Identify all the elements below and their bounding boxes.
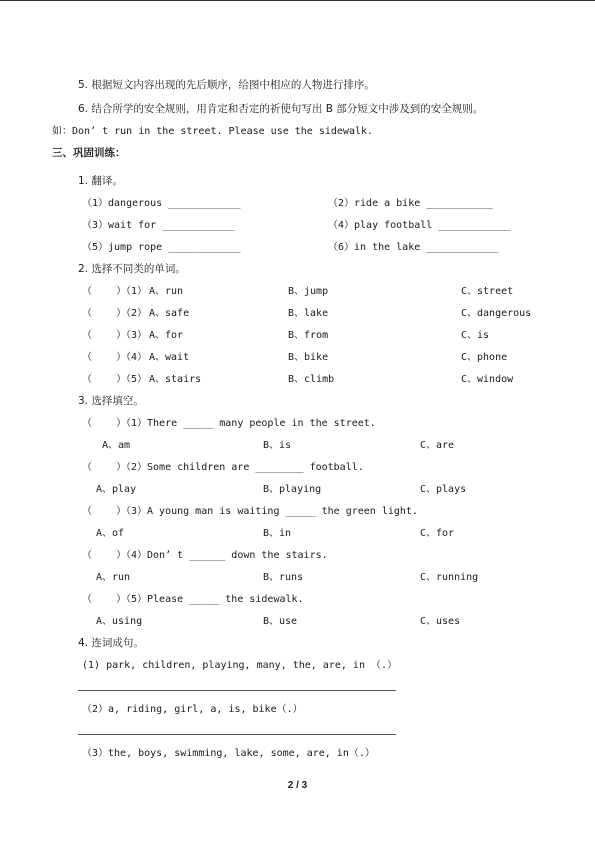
q3-question: （5）Please _____ the sidewalk. [121, 594, 304, 605]
q2-num: （4） [121, 352, 148, 363]
q3-option-a: A、play [96, 484, 137, 495]
q3-title: 3. 选择填空。 [78, 395, 144, 407]
q2-num: （1） [121, 286, 148, 297]
example-sentence: 如：Don’ t run in the street. Please use the sidewalk. [52, 126, 374, 137]
q2-option-b: B、lake [288, 308, 329, 319]
q3-question: （4）Don’ t ______ down the stairs. [121, 550, 328, 561]
q3-option-b: B、use [263, 616, 298, 627]
q4-item: （3）the, boys, swimming, lake, some, are, in（.） [82, 748, 375, 759]
q2-option-b: B、from [288, 330, 329, 341]
q3-question: （2）Some children are ________ football. [121, 462, 364, 473]
q1-item: （4）play football ____________ [328, 220, 511, 231]
answer-line [78, 734, 396, 735]
top-border [0, 0, 595, 1]
q3-option-c: C、running [420, 572, 479, 583]
q2-option-a: A、run [149, 286, 184, 297]
answer-paren: （ ） [82, 462, 127, 473]
q3-option-a: A、of [96, 528, 125, 539]
answer-paren: （ ） [82, 418, 127, 429]
q1-item: （2）ride a bike ___________ [328, 198, 493, 209]
q2-option-c: C、dangerous [461, 308, 532, 319]
q1-item: （1）dangerous ____________ [82, 198, 241, 209]
page-number: 2 / 3 [287, 780, 308, 791]
q3-option-a: A、using [96, 616, 143, 627]
q2-option-b: B、bike [288, 352, 329, 363]
answer-paren: （ ） [82, 374, 127, 385]
q2-num: （3） [121, 330, 148, 341]
q4-item: (1) park, children, playing, many, the, are, in （.） [82, 660, 398, 671]
q2-option-a: A、safe [149, 308, 190, 319]
q2-num: （5） [121, 374, 148, 385]
section-title: 三、巩固训练： [52, 147, 126, 159]
instruction-6: 6. 结合所学的安全规则，用肯定和否定的祈使句写出 B 部分短文中涉及到的安全规则。 [78, 103, 484, 115]
q3-option-c: C、uses [420, 616, 461, 627]
answer-paren: （ ） [82, 286, 127, 297]
q2-option-c: C、street [461, 286, 514, 297]
answer-paren: （ ） [82, 550, 127, 561]
q2-option-c: C、is [461, 330, 490, 341]
q3-option-b: B、runs [263, 572, 304, 583]
q2-num: （2） [121, 308, 148, 319]
q2-option-c: C、phone [461, 352, 508, 363]
instruction-5: 5. 根据短文内容出现的先后顺序，给图中相应的人物进行排序。 [78, 79, 375, 91]
q1-title: 1. 翻译。 [78, 175, 123, 187]
q2-option-a: A、stairs [149, 374, 202, 385]
answer-paren: （ ） [82, 330, 127, 341]
q3-option-a: A、am [102, 440, 131, 451]
q3-option-a: A、run [96, 572, 131, 583]
answer-paren: （ ） [82, 308, 127, 319]
q2-option-b: B、jump [288, 286, 329, 297]
q3-question: （1）There _____ many people in the street. [121, 418, 376, 429]
answer-paren: （ ） [82, 352, 127, 363]
q3-option-b: B、in [263, 528, 292, 539]
q2-option-b: B、climb [288, 374, 335, 385]
q3-option-c: C、for [420, 528, 455, 539]
answer-paren: （ ） [82, 506, 127, 517]
q3-option-c: C、plays [420, 484, 467, 495]
q3-option-c: C、are [420, 440, 455, 451]
q2-option-a: A、for [149, 330, 184, 341]
q2-option-c: C、window [461, 374, 514, 385]
q1-item: （3）wait for ____________ [82, 220, 235, 231]
answer-line [78, 690, 396, 691]
q1-item: （5）jump rope ____________ [82, 242, 241, 253]
q3-question: （3）A young man is waiting _____ the green light. [121, 506, 418, 517]
q3-option-b: B、playing [263, 484, 322, 495]
q3-option-b: B、is [263, 440, 292, 451]
q1-item: （6）in the lake ____________ [328, 242, 499, 253]
q4-title: 4. 连词成句。 [78, 637, 144, 649]
q2-option-a: A、wait [149, 352, 190, 363]
answer-paren: （ ） [82, 594, 127, 605]
q4-item: （2）a, riding, girl, a, is, bike（.） [82, 704, 303, 715]
q2-title: 2. 选择不同类的单词。 [78, 263, 186, 275]
